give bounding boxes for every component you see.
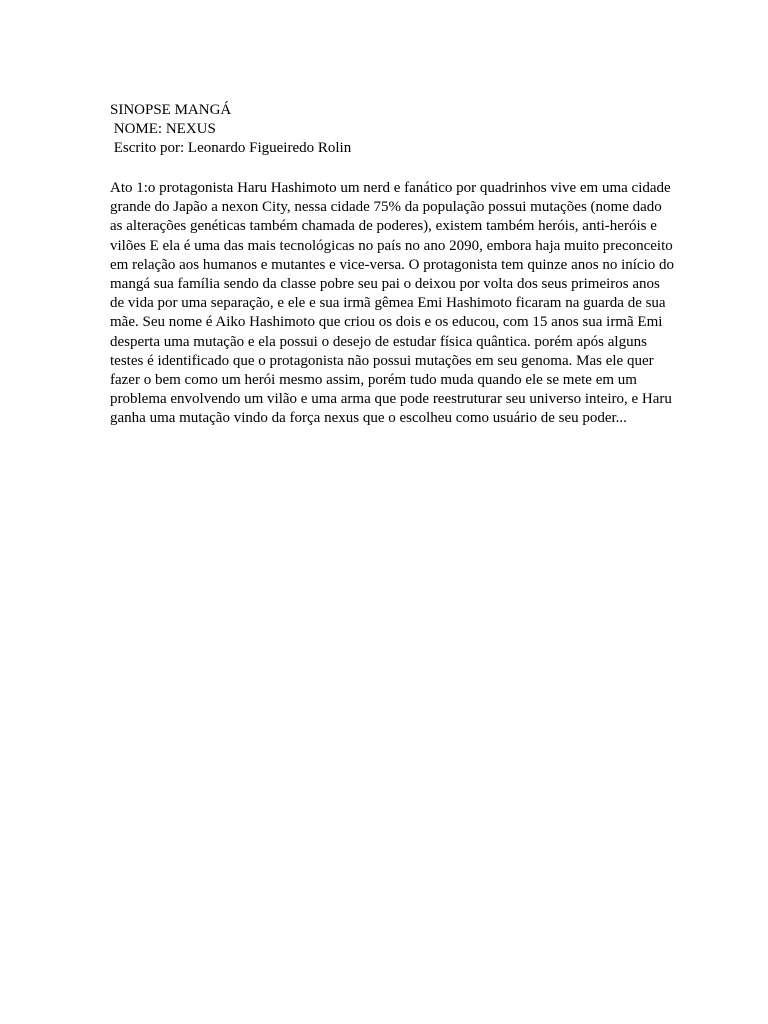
synopsis-line: em relação aos humanos e mutantes e vice-versa. O protagonista tem quinze anos no início do xyxy=(110,256,674,273)
synopsis-line: testes é identificado que o protagonista não possui mutações em seu genoma. Mas ele quer xyxy=(110,352,654,369)
synopsis-line: mangá sua família sendo da classe pobre seu pai o deixou por volta dos seus primeiros anos xyxy=(110,276,660,293)
author-line: Escrito por: Leonardo Figueiredo Rolin xyxy=(110,140,352,157)
document-title: SINOPSE MANGÁ xyxy=(110,102,232,118)
synopsis-line: desperta uma mutação e ela possui o desejo de estudar física quântica. porém após alguns xyxy=(110,333,647,350)
synopsis-line: ganha uma mutação vindo da força nexus que o escolheu como usuário de seu poder... xyxy=(110,410,627,427)
document-header xyxy=(110,101,670,159)
synopsis-paragraph xyxy=(110,179,700,429)
synopsis-line: Ato 1:o protagonista Haru Hashimoto um nerd e fanático por quadrinhos vive em uma cidade xyxy=(110,180,671,196)
synopsis-line: de vida por uma separação, e ele e sua irmã gêmea Emi Hashimoto ficaram na guarda de sua xyxy=(110,295,666,312)
synopsis-line: grande do Japão a nexon City, nessa cidade 75% da população possui mutações (nome dado xyxy=(110,199,662,216)
synopsis-line: mãe. Seu nome é Aiko Hashimoto que criou os dois e os educou, com 15 anos sua irmã Emi xyxy=(110,314,663,331)
manga-name-line: NOME: NEXUS xyxy=(110,121,216,138)
synopsis-line: problema envolvendo um vilão e uma arma que pode reestruturar seu universo inteiro, e Haru xyxy=(110,391,672,408)
synopsis-line: fazer o bem como um herói mesmo assim, porém tudo muda quando ele se mete em um xyxy=(110,372,637,389)
synopsis-line: vilões E ela é uma das mais tecnológicas no país no ano 2090, embora haja muito preconceito xyxy=(110,237,673,254)
synopsis-line: as alterações genéticas também chamada de poderes), existem também heróis, anti-heróis e xyxy=(110,218,657,235)
